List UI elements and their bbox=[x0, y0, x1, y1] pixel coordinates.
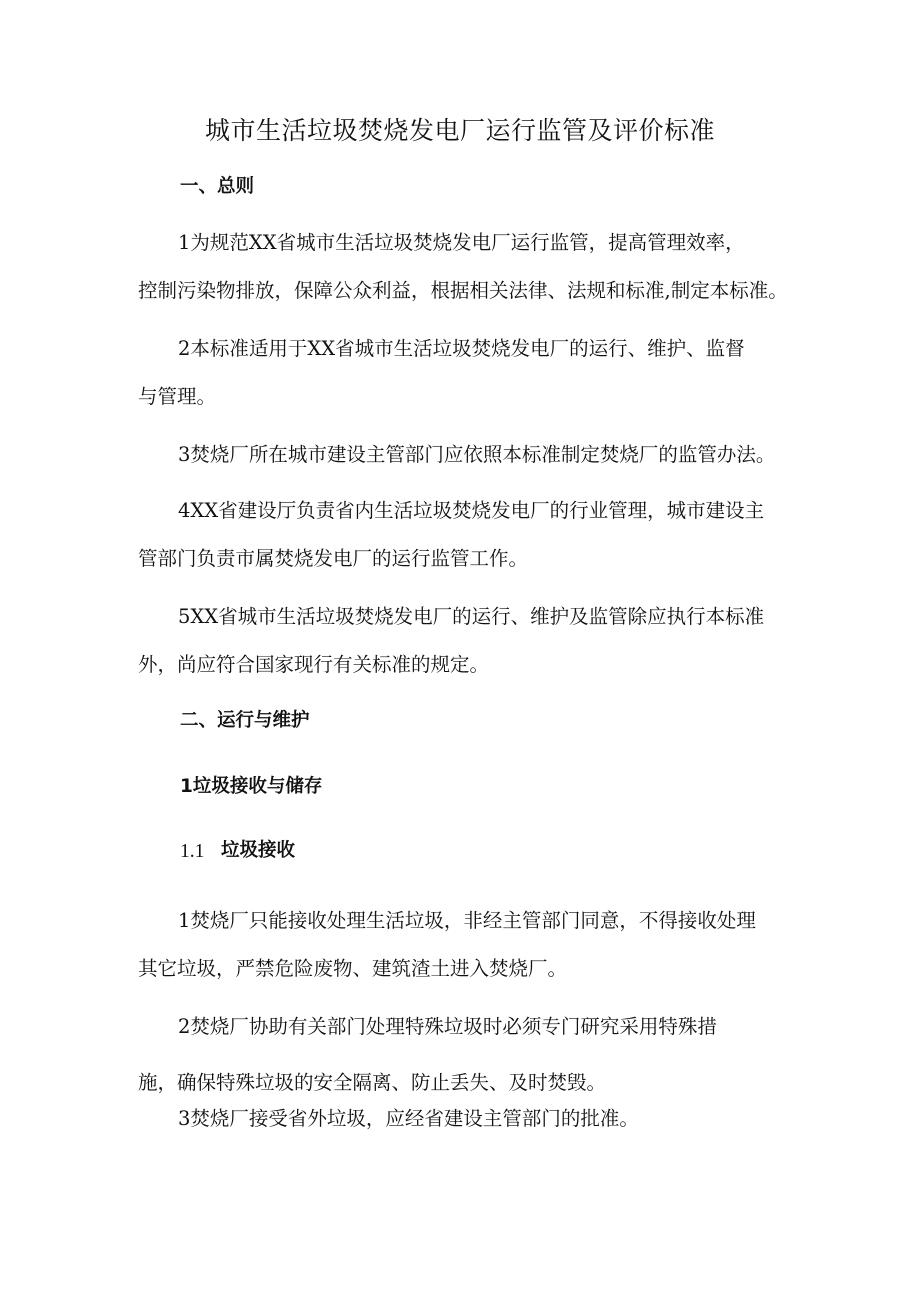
clause-2-line-2: 施，确保特殊垃圾的安全隔离、防止丢失、及时焚毁。 bbox=[138, 1071, 607, 1094]
paragraph-1-line-2: 控制污染物排放，保障公众利益，根据相关法律、法规和标准,制定本标准。 bbox=[138, 279, 788, 302]
paragraph-5-line-1: 5XX省城市生活垃圾焚烧发电厂的运行、维护及监管除应执行本标准 bbox=[178, 605, 765, 628]
subsection-number-text: 1.1 bbox=[180, 841, 205, 862]
paragraph-4-line-2: 管部门负责市属焚烧发电厂的运行监管工作。 bbox=[138, 547, 529, 570]
subsection-heading-receiving: 垃圾接收 bbox=[221, 840, 296, 861]
clause-1-line-2: 其它垃圾，严禁危险废物、建筑渣土进入焚烧厂。 bbox=[138, 957, 568, 980]
paragraph-2-line-1: 2本标准适用于XX省城市生活垃圾焚烧发电厂的运行、维护、监督 bbox=[178, 337, 745, 360]
document-title: 城市生活垃圾焚烧发电厂运行监管及评价标准 bbox=[204, 116, 715, 145]
clause-2-line-1: 2焚烧厂协助有关部门处理特殊垃圾时必须专门研究采用特殊措 bbox=[178, 1015, 717, 1038]
paragraph-5-line-2: 外，尚应符合国家现行有关标准的规定。 bbox=[138, 653, 490, 676]
clause-1-line-1: 1焚烧厂只能接收处理生活垃圾，非经主管部门同意，不得接收处理 bbox=[178, 909, 756, 932]
subsection-number bbox=[180, 836, 204, 867]
section-heading-general: 一、总则 bbox=[180, 176, 255, 197]
section-heading-operation: 二、运行与维护 bbox=[180, 710, 310, 731]
paragraph-1-line-1: 1为规范XX省城市生活垃圾焚烧发电厂运行监管，提高管理效率， bbox=[178, 231, 745, 254]
subsection-heading-receiving-storage: 1垃圾接收与储存 bbox=[180, 776, 323, 797]
clause-3-line-1: 3焚烧厂接受省外垃圾，应经省建设主管部门的批准。 bbox=[178, 1107, 639, 1130]
paragraph-4-line-1: 4XX省建设厅负责省内生活垃圾焚烧发电厂的行业管理，城市建设主 bbox=[178, 499, 765, 522]
paragraph-3-line-1: 3焚烧厂所在城市建设主管部门应依照本标准制定焚烧厂的监管办法。 bbox=[178, 443, 776, 466]
paragraph-2-line-2: 与管理。 bbox=[138, 385, 217, 408]
